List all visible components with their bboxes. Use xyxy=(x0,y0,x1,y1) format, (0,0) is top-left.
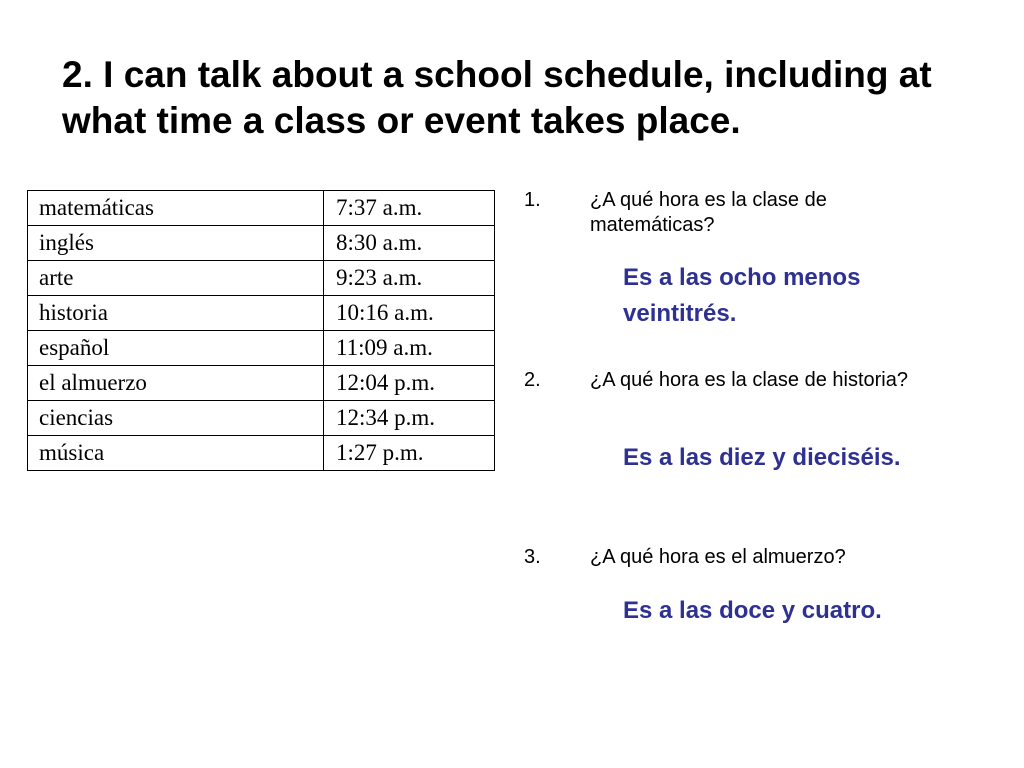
slide-title: 2. I can talk about a school schedule, including at what time a class or event takes place. xyxy=(62,54,932,141)
answer-2: Es a las diez y dieciséis. xyxy=(623,444,901,471)
table-row xyxy=(28,436,495,471)
subject-cell: ciencias xyxy=(28,401,324,436)
question-number: 1. xyxy=(524,189,541,211)
table-row xyxy=(28,296,495,331)
table-row xyxy=(28,226,495,261)
table-row xyxy=(28,331,495,366)
time-cell: 9:23 a.m. xyxy=(324,261,495,296)
subject-cell: historia xyxy=(28,296,324,331)
time-cell: 12:34 p.m. xyxy=(324,401,495,436)
time-cell: 8:30 a.m. xyxy=(324,226,495,261)
schedule-table xyxy=(27,190,495,471)
answer-3: Es a las doce y cuatro. xyxy=(623,597,882,624)
question-number: 2. xyxy=(524,369,541,391)
question-text: ¿A qué hora es el almuerzo? xyxy=(590,546,846,568)
answer-1: Es a las ocho menos veintitrés. xyxy=(623,264,861,327)
question-text: ¿A qué hora es la clase de historia? xyxy=(590,369,908,391)
subject-cell: matemáticas xyxy=(28,191,324,226)
time-cell: 12:04 p.m. xyxy=(324,366,495,401)
table-row xyxy=(28,191,495,226)
time-cell: 1:27 p.m. xyxy=(324,436,495,471)
subject-cell: el almuerzo xyxy=(28,366,324,401)
table-row xyxy=(28,366,495,401)
table-row xyxy=(28,261,495,296)
subject-cell: español xyxy=(28,331,324,366)
time-cell: 10:16 a.m. xyxy=(324,296,495,331)
subject-cell: inglés xyxy=(28,226,324,261)
subject-cell: arte xyxy=(28,261,324,296)
question-text: ¿A qué hora es la clase de matemáticas? xyxy=(590,189,827,236)
question-number: 3. xyxy=(524,546,541,568)
time-cell: 7:37 a.m. xyxy=(324,191,495,226)
table-row xyxy=(28,401,495,436)
time-cell: 11:09 a.m. xyxy=(324,331,495,366)
subject-cell: música xyxy=(28,436,324,471)
